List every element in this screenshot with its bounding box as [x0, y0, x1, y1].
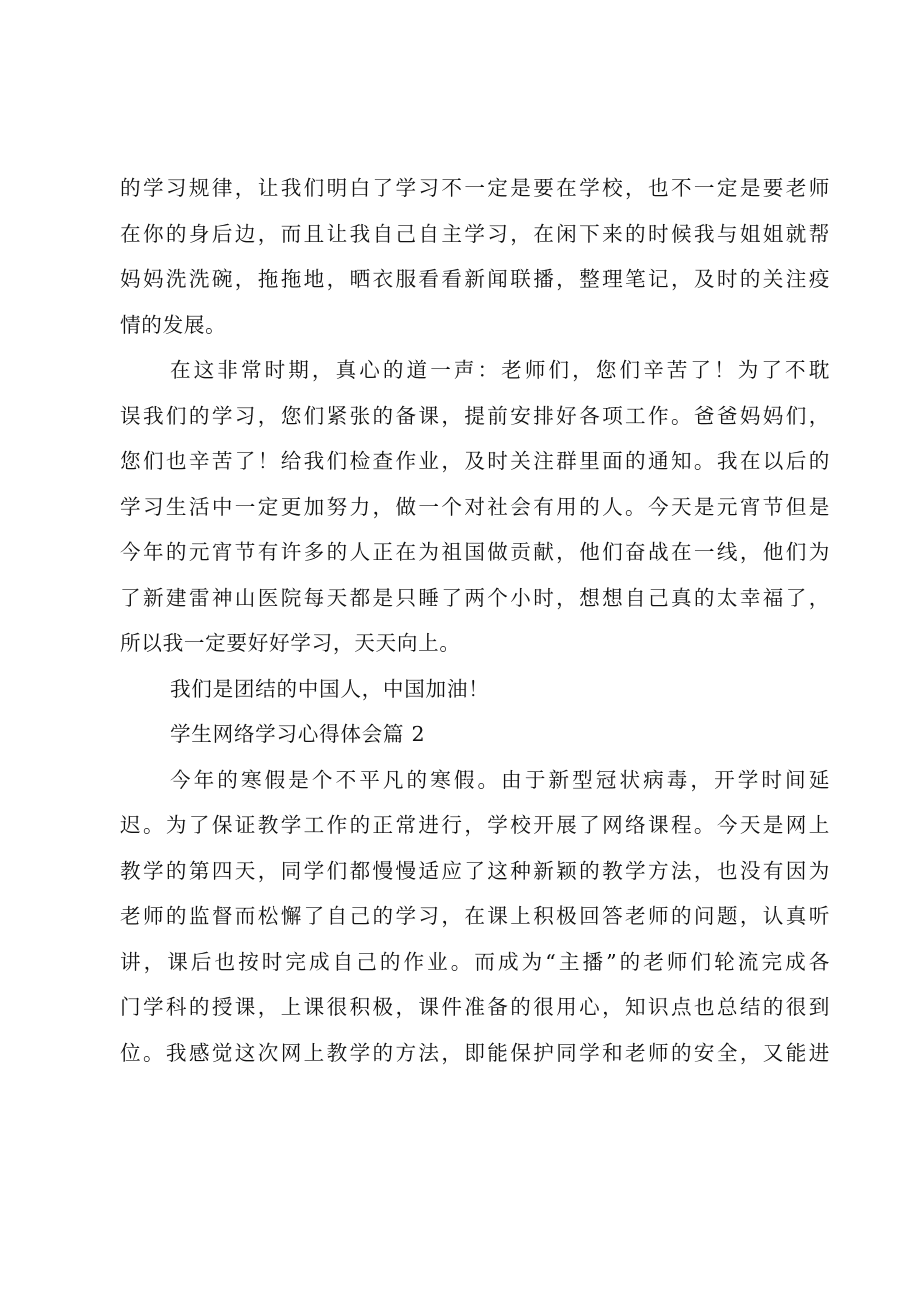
text-line: 误我们的学习，您们紧张的备课，提前安排好各项工作。爸爸妈妈们，	[120, 403, 830, 428]
text-line: 妈妈洗洗碗，拖拖地，晒衣服看看新闻联播，整理笔记，及时的关注疫	[120, 267, 830, 291]
text-line: 情的发展。	[120, 312, 227, 337]
text-line: 的学习规律，让我们明白了学习不一定是要在学校，也不一定是要老师	[120, 176, 830, 200]
text-line: 门学科的授课，上课很积极，课件准备的很用心，知识点也总结的很到	[120, 995, 830, 1019]
text-line: 老师的监督而松懈了自己的学习，在课上积极回答老师的问题，认真听	[120, 904, 830, 928]
text-line: 所以我一定要好好学习，天天向上。	[120, 631, 461, 655]
text-line: 在你的身后边，而且让我自己自主学习，在闲下来的时候我与姐姐就帮	[120, 221, 830, 246]
paragraph-3	[120, 667, 830, 713]
document-body	[120, 166, 830, 1076]
text-line: 今年的元宵节有许多的人正在为祖国做贡献，他们奋战在一线，他们为	[120, 540, 830, 564]
text-line: 了新建雷神山医院每天都是只睡了两个小时，想想自己真的太幸福了，	[120, 585, 830, 610]
text-line: 在这非常时期，真心的道一声：老师们，您们辛苦了！为了不耽	[170, 358, 830, 382]
text-line: 讲，课后也按时完成自己的作业。而成为“主播”的老师们轮流完成各	[120, 949, 830, 974]
text-line: 我们是团结的中国人，中国加油！	[170, 676, 490, 701]
text-line: 迟。为了保证教学工作的正常进行，学校开展了网络课程。今天是网上	[120, 813, 830, 837]
paragraph-2	[120, 348, 830, 667]
text-line: 学习生活中一定更加努力，做一个对社会有用的人。今天是元宵节但是	[120, 494, 830, 519]
paragraph-4	[120, 758, 830, 1077]
text-line: 位。我感觉这次网上教学的方法，即能保护同学和老师的安全，又能进	[120, 1040, 830, 1065]
section-heading	[120, 712, 830, 758]
text-line: 教学的第四天，同学们都慢慢适应了这种新颖的教学方法，也没有因为	[120, 858, 830, 883]
paragraph-1	[120, 166, 830, 348]
text-line: 今年的寒假是个不平凡的寒假。由于新型冠状病毒，开学时间延	[170, 767, 830, 792]
text-line: 您们也辛苦了！给我们检查作业，及时关注群里面的通知。我在以后的	[120, 449, 830, 473]
heading-text: 学生网络学习心得体会篇 2	[170, 722, 426, 746]
